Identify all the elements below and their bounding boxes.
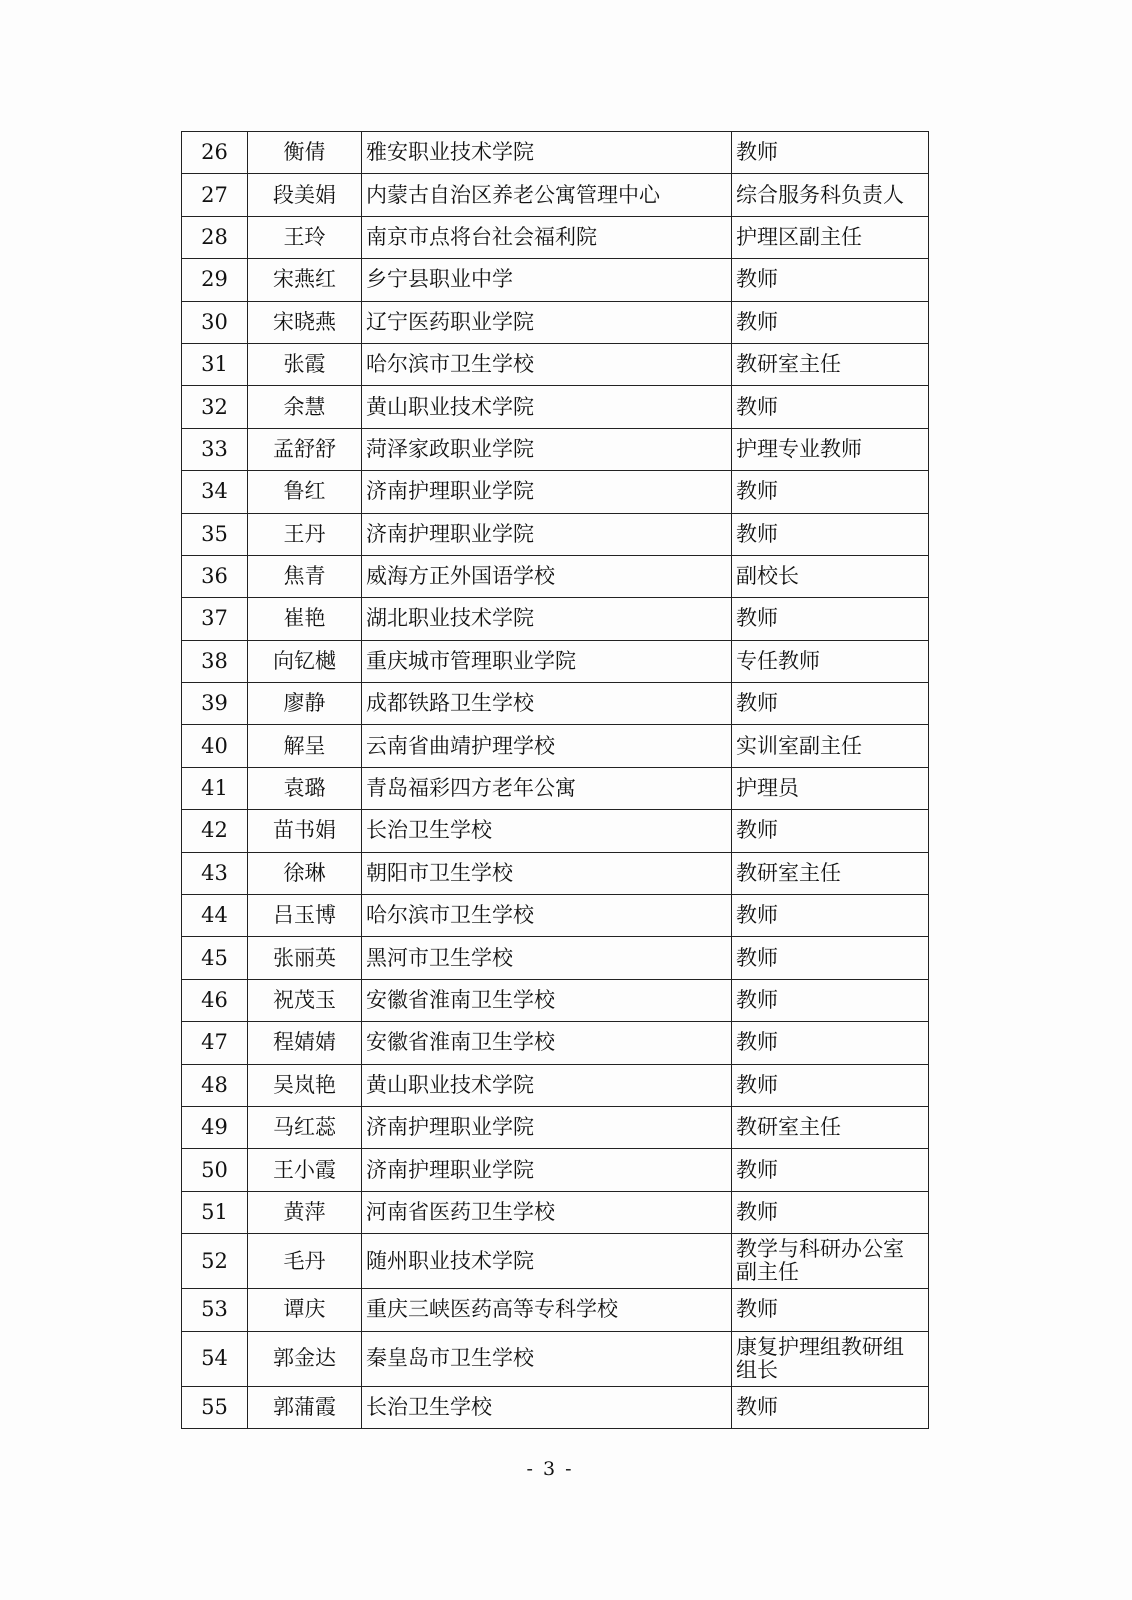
table-row [182, 1106, 929, 1148]
table-row [182, 937, 929, 979]
organization: 重庆城市管理职业学院 [362, 640, 732, 682]
person-name: 马红蕊 [248, 1106, 362, 1148]
position: 教师 [732, 471, 929, 513]
row-number: 33 [182, 428, 248, 470]
person-name: 张霞 [248, 343, 362, 385]
position: 教师 [732, 937, 929, 979]
table-row [182, 216, 929, 258]
table-row [182, 683, 929, 725]
row-number: 29 [182, 259, 248, 301]
person-name: 鲁红 [248, 471, 362, 513]
row-number: 41 [182, 767, 248, 809]
row-number: 35 [182, 513, 248, 555]
row-number: 49 [182, 1106, 248, 1148]
organization: 秦皇岛市卫生学校 [362, 1331, 732, 1386]
organization: 南京市点将台社会福利院 [362, 216, 732, 258]
person-name: 余慧 [248, 386, 362, 428]
position: 教师 [732, 301, 929, 343]
row-number: 47 [182, 1022, 248, 1064]
organization: 辽宁医药职业学院 [362, 301, 732, 343]
table-row [182, 301, 929, 343]
roster-table [181, 131, 929, 1429]
position: 康复护理组教研组组长 [732, 1331, 929, 1386]
table-row [182, 513, 929, 555]
organization: 雅安职业技术学院 [362, 132, 732, 174]
row-number: 34 [182, 471, 248, 513]
row-number: 27 [182, 174, 248, 216]
row-number: 50 [182, 1149, 248, 1191]
organization: 安徽省淮南卫生学校 [362, 979, 732, 1021]
row-number: 55 [182, 1386, 248, 1428]
row-number: 31 [182, 343, 248, 385]
person-name: 谭庆 [248, 1289, 362, 1331]
row-number: 42 [182, 810, 248, 852]
table-row [182, 640, 929, 682]
person-name: 徐琳 [248, 852, 362, 894]
row-number: 48 [182, 1064, 248, 1106]
person-name: 段美娟 [248, 174, 362, 216]
person-name: 黄萍 [248, 1191, 362, 1233]
organization: 济南护理职业学院 [362, 1106, 732, 1148]
organization: 黄山职业技术学院 [362, 1064, 732, 1106]
table-row [182, 1386, 929, 1428]
person-name: 郭蒲霞 [248, 1386, 362, 1428]
position: 教研室主任 [732, 852, 929, 894]
table-row [182, 1234, 929, 1289]
position: 教研室主任 [732, 343, 929, 385]
table-row [182, 1191, 929, 1233]
row-number: 26 [182, 132, 248, 174]
person-name: 苗书娟 [248, 810, 362, 852]
position: 教师 [732, 1064, 929, 1106]
organization: 济南护理职业学院 [362, 513, 732, 555]
organization: 济南护理职业学院 [362, 471, 732, 513]
organization: 济南护理职业学院 [362, 1149, 732, 1191]
position: 护理区副主任 [732, 216, 929, 258]
organization: 湖北职业技术学院 [362, 598, 732, 640]
person-name: 王丹 [248, 513, 362, 555]
organization: 朝阳市卫生学校 [362, 852, 732, 894]
position: 教研室主任 [732, 1106, 929, 1148]
table-row [182, 1289, 929, 1331]
table-row [182, 767, 929, 809]
person-name: 王小霞 [248, 1149, 362, 1191]
organization: 重庆三峡医药高等专科学校 [362, 1289, 732, 1331]
person-name: 廖静 [248, 683, 362, 725]
position: 护理员 [732, 767, 929, 809]
organization: 成都铁路卫生学校 [362, 683, 732, 725]
position: 教师 [732, 979, 929, 1021]
position: 教师 [732, 132, 929, 174]
position: 教师 [732, 1022, 929, 1064]
organization: 威海方正外国语学校 [362, 555, 732, 597]
position: 教师 [732, 1149, 929, 1191]
position: 教师 [732, 1289, 929, 1331]
table-row [182, 555, 929, 597]
table-row [182, 1331, 929, 1386]
position: 教学与科研办公室副主任 [732, 1234, 929, 1289]
person-name: 王玲 [248, 216, 362, 258]
table-row [182, 810, 929, 852]
row-number: 52 [182, 1234, 248, 1289]
table-row [182, 725, 929, 767]
table-row [182, 259, 929, 301]
position: 实训室副主任 [732, 725, 929, 767]
page-number: - 3 - [526, 1458, 574, 1480]
position: 教师 [732, 683, 929, 725]
table-row [182, 979, 929, 1021]
row-number: 32 [182, 386, 248, 428]
position: 教师 [732, 895, 929, 937]
row-number: 38 [182, 640, 248, 682]
organization: 随州职业技术学院 [362, 1234, 732, 1289]
person-name: 解呈 [248, 725, 362, 767]
position: 教师 [732, 810, 929, 852]
table-row [182, 386, 929, 428]
table-row [182, 428, 929, 470]
position: 教师 [732, 386, 929, 428]
person-name: 焦青 [248, 555, 362, 597]
person-name: 衡倩 [248, 132, 362, 174]
person-name: 吴岚艳 [248, 1064, 362, 1106]
row-number: 39 [182, 683, 248, 725]
roster-table-body [182, 132, 929, 1429]
row-number: 54 [182, 1331, 248, 1386]
organization: 安徽省淮南卫生学校 [362, 1022, 732, 1064]
organization: 哈尔滨市卫生学校 [362, 895, 732, 937]
organization: 河南省医药卫生学校 [362, 1191, 732, 1233]
position: 教师 [732, 598, 929, 640]
row-number: 43 [182, 852, 248, 894]
organization: 内蒙古自治区养老公寓管理中心 [362, 174, 732, 216]
position: 教师 [732, 259, 929, 301]
person-name: 崔艳 [248, 598, 362, 640]
position: 教师 [732, 1386, 929, 1428]
table-row [182, 174, 929, 216]
organization: 黄山职业技术学院 [362, 386, 732, 428]
organization: 云南省曲靖护理学校 [362, 725, 732, 767]
table-row [182, 598, 929, 640]
person-name: 宋晓燕 [248, 301, 362, 343]
person-name: 吕玉博 [248, 895, 362, 937]
row-number: 45 [182, 937, 248, 979]
row-number: 40 [182, 725, 248, 767]
organization: 哈尔滨市卫生学校 [362, 343, 732, 385]
position: 专任教师 [732, 640, 929, 682]
person-name: 祝茂玉 [248, 979, 362, 1021]
row-number: 37 [182, 598, 248, 640]
table-row [182, 132, 929, 174]
position: 副校长 [732, 555, 929, 597]
position: 护理专业教师 [732, 428, 929, 470]
organization: 黑河市卫生学校 [362, 937, 732, 979]
person-name: 程婧婧 [248, 1022, 362, 1064]
person-name: 向钇樾 [248, 640, 362, 682]
organization: 菏泽家政职业学院 [362, 428, 732, 470]
table-row [182, 471, 929, 513]
table-row [182, 895, 929, 937]
row-number: 44 [182, 895, 248, 937]
row-number: 53 [182, 1289, 248, 1331]
person-name: 毛丹 [248, 1234, 362, 1289]
position: 综合服务科负责人 [732, 174, 929, 216]
row-number: 28 [182, 216, 248, 258]
table-row [182, 1022, 929, 1064]
position: 教师 [732, 1191, 929, 1233]
organization: 乡宁县职业中学 [362, 259, 732, 301]
person-name: 宋燕红 [248, 259, 362, 301]
table-row [182, 1064, 929, 1106]
table-row [182, 1149, 929, 1191]
table-row [182, 343, 929, 385]
position: 教师 [732, 513, 929, 555]
person-name: 袁璐 [248, 767, 362, 809]
organization: 青岛福彩四方老年公寓 [362, 767, 732, 809]
person-name: 张丽英 [248, 937, 362, 979]
row-number: 51 [182, 1191, 248, 1233]
person-name: 郭金达 [248, 1331, 362, 1386]
row-number: 36 [182, 555, 248, 597]
person-name: 孟舒舒 [248, 428, 362, 470]
row-number: 46 [182, 979, 248, 1021]
organization: 长治卫生学校 [362, 1386, 732, 1428]
table-row [182, 852, 929, 894]
row-number: 30 [182, 301, 248, 343]
organization: 长治卫生学校 [362, 810, 732, 852]
